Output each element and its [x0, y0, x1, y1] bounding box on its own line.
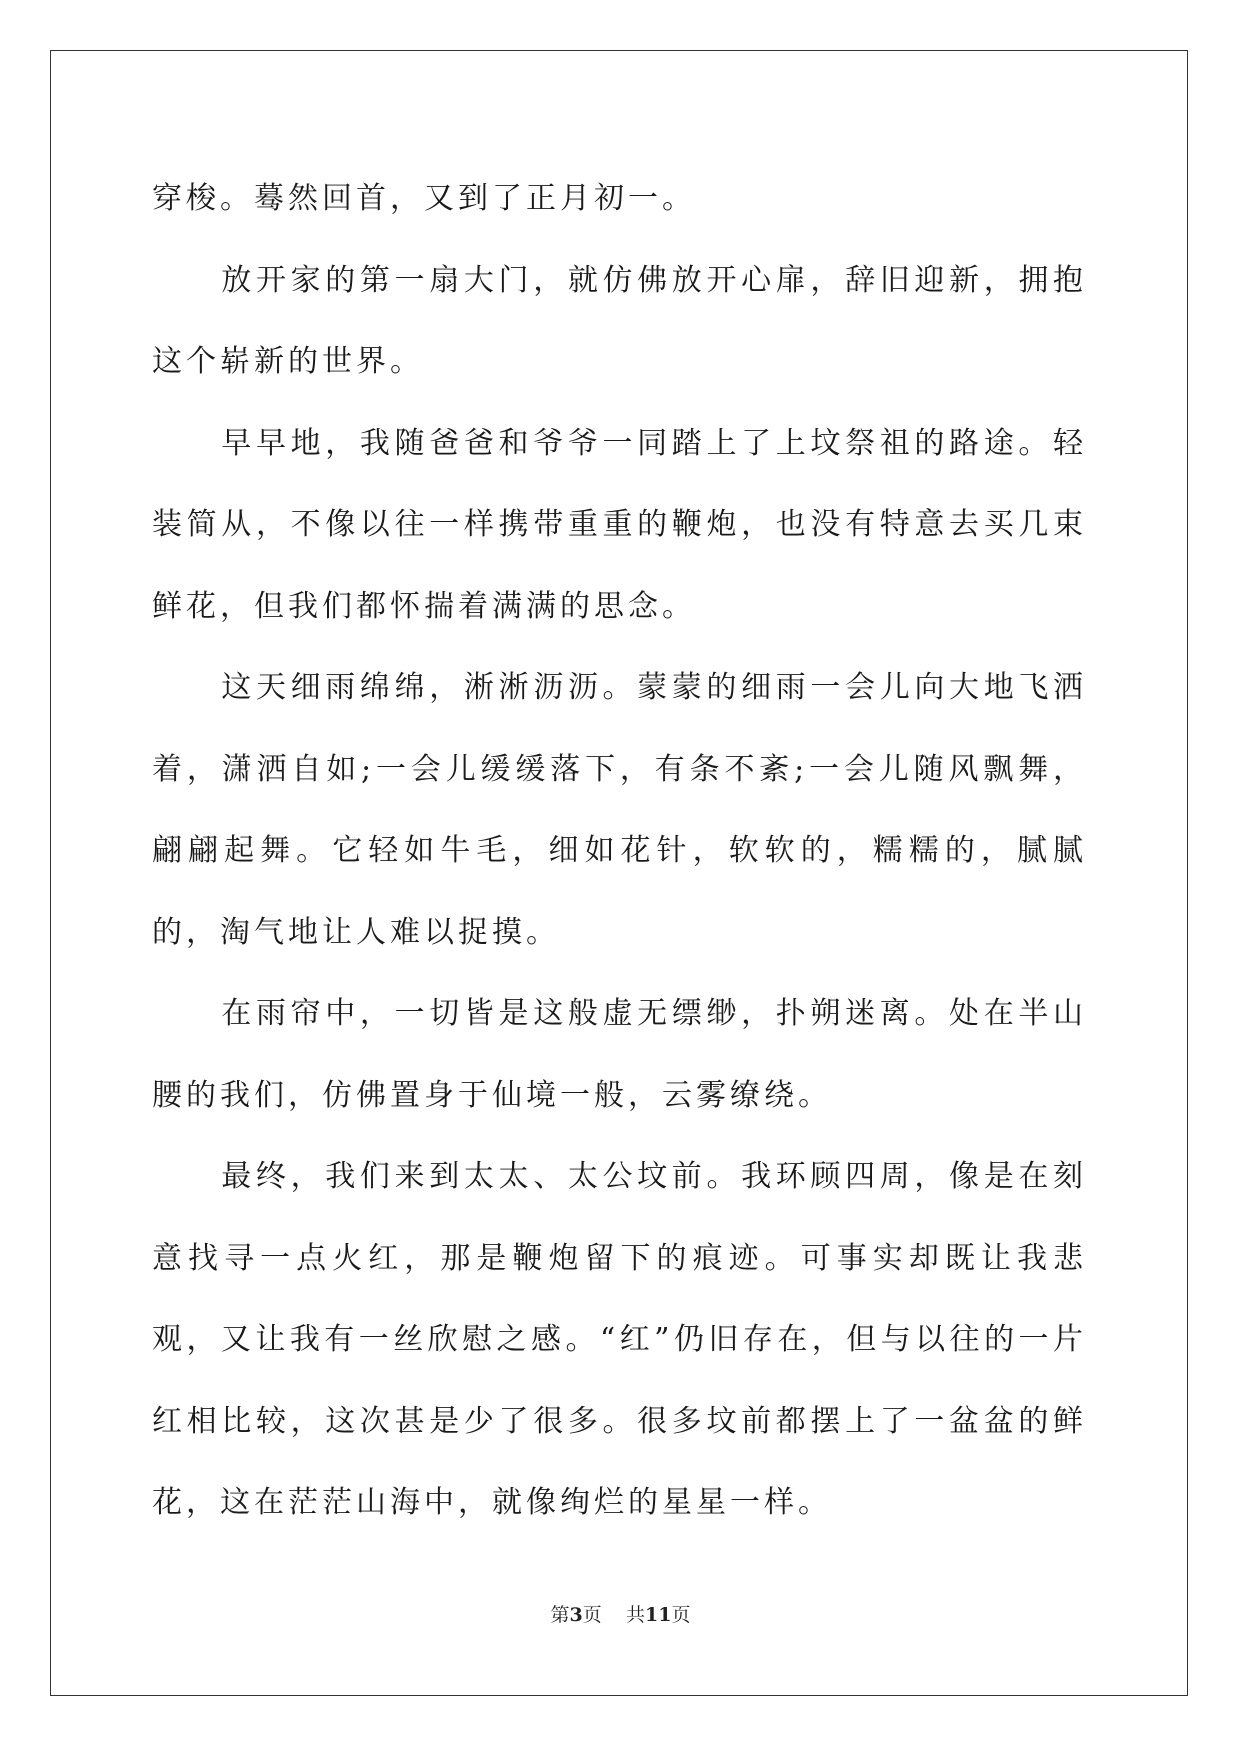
footer-total-unit: 页	[671, 1604, 691, 1626]
footer-prefix: 第	[550, 1604, 570, 1626]
document-body	[152, 158, 1087, 1544]
paragraph: 早早地，我随爸爸和爷爷一同踏上了上坟祭祖的路途。轻装简从，不像以往一样携带重重的鞭炮，也没有特意去买几束鲜花，但我们都怀揣着满满的思念。	[152, 425, 1087, 624]
paragraph: 放开家的第一扇大门，就仿佛放开心扉，辞旧迎新，拥抱这个崭新的世界。	[152, 262, 1087, 379]
paragraph: 在雨帘中，一切皆是这般虚无缥缈，扑朔迷离。处在半山腰的我们，仿佛置身于仙境一般，云雾缭绕。	[152, 996, 1087, 1113]
current-page-number: 3	[569, 1604, 583, 1626]
footer-page-unit: 页	[582, 1604, 602, 1626]
page-number-footer	[0, 1603, 1241, 1627]
footer-total-prefix: 共	[625, 1604, 645, 1626]
total-page-count: 11	[644, 1604, 672, 1626]
paragraph: 最终，我们来到太太、太公坟前。我环顾四周，像是在刻意找寻一点火红，那是鞭炮留下的痕迹。可事实却既让我悲观，又让我有一丝欣慰之感。“红”仍旧存在，但与以往的一片红相比较，这次甚是少了很多。很多坟前都摆上了一盆盆的鲜花，这在茫茫山海中，就像绚烂的星星一样。	[152, 1159, 1087, 1520]
paragraph: 这天细雨绵绵，淅淅沥沥。蒙蒙的细雨一会儿向大地飞洒着，潇洒自如;一会儿缓缓落下，有条不紊;一会儿随风飘舞，翩翩起舞。它轻如牛毛，细如花针，软软的，糯糯的，腻腻的，淘气地让人难以捉摸。	[152, 670, 1087, 950]
paragraph: 穿梭。蓦然回首，又到了正月初一。	[152, 181, 696, 216]
